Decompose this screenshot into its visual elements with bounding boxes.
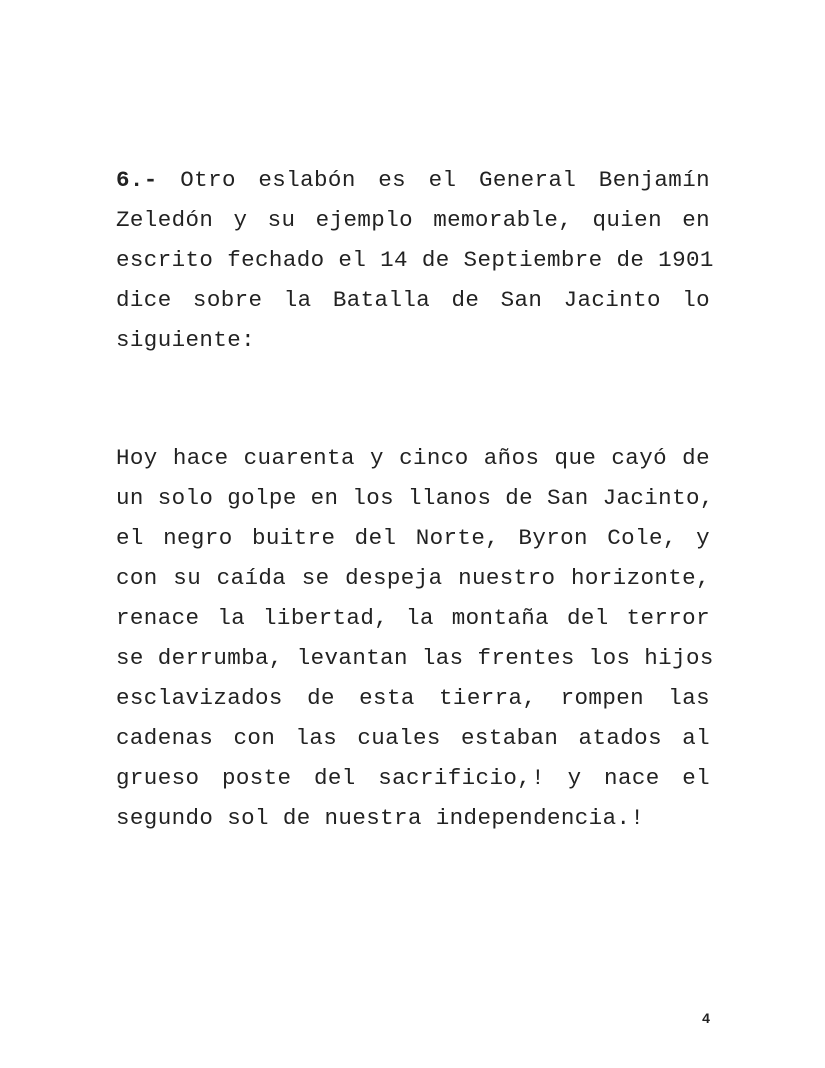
quote-line: se derrumba, levantan las frentes los hijos xyxy=(116,645,714,671)
intro-line xyxy=(116,160,710,200)
intro-line: Zeledón y su ejemplo memorable, quien en xyxy=(116,207,710,233)
quote-line: con su caída se despeja nuestro horizonte, xyxy=(116,565,710,591)
quote-line: cadenas con las cuales estaban atados al xyxy=(116,725,710,751)
quote-line: el negro buitre del Norte, Byron Cole, y xyxy=(116,525,710,551)
quote-line: esclavizados de esta tierra, rompen las xyxy=(116,685,710,711)
section-number: 6.- xyxy=(116,167,158,193)
intro-line: siguiente: xyxy=(116,327,256,353)
quote-line: Hoy hace cuarenta y cinco años que cayó de xyxy=(116,445,710,471)
intro-line: dice sobre la Batalla de San Jacinto lo xyxy=(116,287,710,313)
intro-line-text: Otro eslabón es el General Benjamín xyxy=(180,167,711,193)
quote-line: un solo golpe en los llanos de San Jacinto, xyxy=(116,485,714,511)
quote-line: renace la libertad, la montaña del terror xyxy=(116,605,710,631)
quote-line: grueso poste del sacrificio,! y nace el xyxy=(116,765,710,791)
intro-line: escrito fechado el 14 de Septiembre de 1901 xyxy=(116,247,714,273)
page-number: 4 xyxy=(702,1010,710,1026)
quote-line: segundo sol de nuestra independencia.! xyxy=(116,805,645,831)
